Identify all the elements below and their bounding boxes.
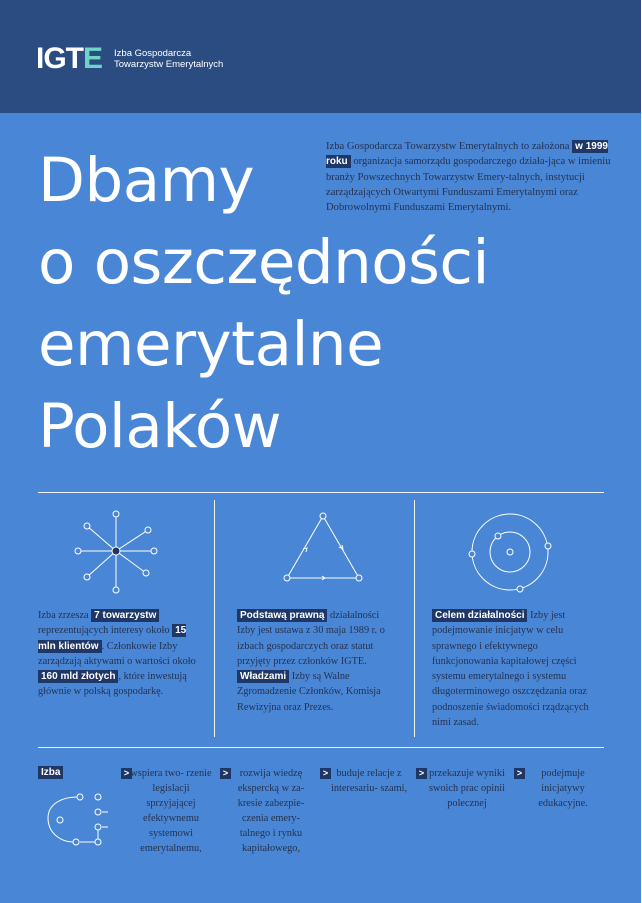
divider-col-1 bbox=[214, 500, 215, 737]
logo-text: Izba Gospodarcza Towarzystw Emerytalnych bbox=[114, 48, 224, 70]
izba-label: Izba bbox=[38, 766, 63, 779]
headline-line-1: Dbamy bbox=[38, 145, 255, 216]
arrow-icon: > bbox=[320, 768, 331, 779]
headline-line-3: emerytalne bbox=[38, 309, 384, 380]
triangle-icon bbox=[278, 510, 368, 586]
bottom-item-3: buduje relacje z interesariu- szami, bbox=[330, 768, 408, 794]
process-icon bbox=[40, 790, 112, 854]
headline-line-4: Polaków bbox=[38, 391, 282, 462]
legal-basis-text: Podstawą prawną działalności Izby jest ustawa z 30 maja 1989 r. o izbach gospodarczych oraz statut przyjęty przez członków IGTE. Władzami Izby są Walne Zgromadzenie Członków, Komisja Rewizyjna oraz Prezes. bbox=[237, 610, 385, 713]
divider-col-2 bbox=[414, 500, 415, 737]
headline bbox=[38, 140, 489, 468]
divider-bottom bbox=[38, 747, 604, 748]
intro-paragraph: Izba Gospodarcza Towarzystw Emerytalnych to założona w 1999 roku organizacja samorządu gospodarczego działa-jąca w imieniu branży Powszechnych Towarzystw Emery-talnych, instytucji zarządzających Otwartymi Funduszami Emerytalnymi oraz Dobrowolnymi Funduszami Emerytalnymi. bbox=[326, 141, 611, 214]
header-bar bbox=[0, 0, 641, 113]
arrow-icon: > bbox=[121, 768, 132, 779]
highlight-year: w 1999 roku bbox=[326, 141, 608, 168]
members-text: Izba zrzesza 7 towarzystw reprezentujących interesy około 15 mln klientów . Członkowie Izby zarządzają aktywami o wartości około 160 mld złotych , które inwestują głównie w polską gospodarkę. bbox=[38, 610, 196, 698]
goal-text: Celem działalności Izby jest podejmowanie inicjatyw w celu sprawnego i efektywnego funkcjonowania kapitałowej części systemu emerytalnego i systemu długoterminowego oszczędzania oraz podnoszenie świadomości rządzących nimi zasad. bbox=[432, 610, 589, 729]
network-icon bbox=[66, 502, 166, 602]
bottom-item-4: przekazuje wyniki swoich prac opinii polecznej bbox=[428, 768, 506, 809]
arrow-icon: > bbox=[416, 768, 427, 779]
igte-logo bbox=[36, 44, 223, 74]
arrow-icon: > bbox=[220, 768, 231, 779]
bottom-item-2: rozwija wiedzę ekspercką w za- kresie zabezpie- czenia emery- talnego i rynku kapitałowego, bbox=[237, 768, 305, 854]
bottom-item-1: wspiera two- rzenie legislacji sprzyjającej efektywnemu systemowi emerytalnemu, bbox=[130, 768, 212, 854]
headline-line-2: o oszczędności bbox=[38, 227, 489, 298]
divider-top bbox=[38, 492, 604, 493]
bottom-item-5: podejmuje inicjatywy edukacyjne. bbox=[538, 768, 588, 809]
logo-mark: IGTE bbox=[36, 42, 103, 75]
orbit-icon bbox=[462, 508, 558, 604]
arrow-icon: > bbox=[514, 768, 525, 779]
